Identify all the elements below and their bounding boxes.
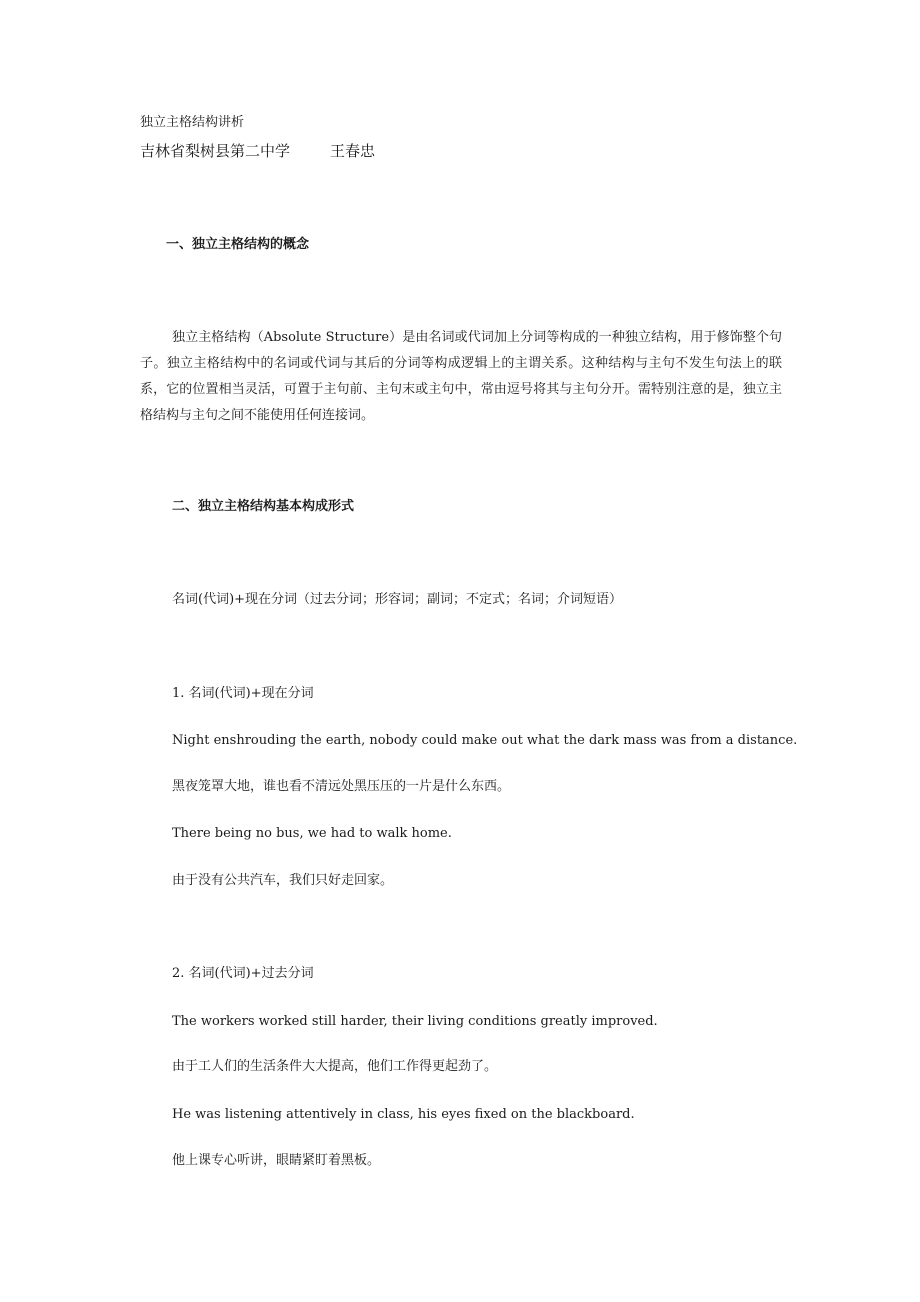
section-1-paragraph: 独立主格结构（Absolute Structure）是由名词或代词加上分词等构成的一种独立结构，用于修饰整个句子。独立主格结构中的名词或代词与其后的分词等构成逻辑上的主谓关系。这种结构与主句不发生句法上的联系，它的位置相当灵活，可置于主句前、主句末或主句中，常由逗号将其与主句分开。需特别注意的是，独立主格结构与主句之间不能使用任何连接词。 (140, 330, 782, 423)
school-name: 吉林省梨树县第二中学 (140, 142, 291, 160)
example-sentence: There being no bus, we had to walk home. (172, 826, 452, 841)
example-sentence: Night enshrouding the earth, nobody could make out what the dark mass was from a distance. (172, 733, 798, 748)
subsection-1-title: 1. 名词(代词)+现在分词 (172, 686, 314, 701)
section-1-heading: 一、独立主格结构的概念 (166, 237, 310, 252)
author-line (140, 142, 375, 160)
example-translation: 由于没有公共汽车，我们只好走回家。 (172, 873, 394, 888)
example-translation: 由于工人们的生活条件大大提高，他们工作得更起劲了。 (172, 1059, 498, 1074)
example-translation: 黑夜笼罩大地，谁也看不清远处黑压压的一片是什么东西。 (172, 779, 511, 794)
example-sentence: The workers worked still harder, their living conditions greatly improved. (172, 1014, 658, 1029)
example-translation: 他上课专心听讲，眼睛紧盯着黑板。 (172, 1153, 381, 1168)
example-sentence: He was listening attentively in class, his eyes fixed on the blackboard. (172, 1107, 635, 1122)
author-name: 王春忠 (330, 142, 376, 160)
subsection-2-title: 2. 名词(代词)+过去分词 (172, 966, 314, 981)
document-title: 独立主格结构讲析 (140, 115, 245, 130)
section-2-heading: 二、独立主格结构基本构成形式 (172, 499, 355, 514)
section-2-formula: 名词(代词)+现在分词（过去分词；形容词；副词；不定式；名词；介词短语） (172, 592, 623, 607)
